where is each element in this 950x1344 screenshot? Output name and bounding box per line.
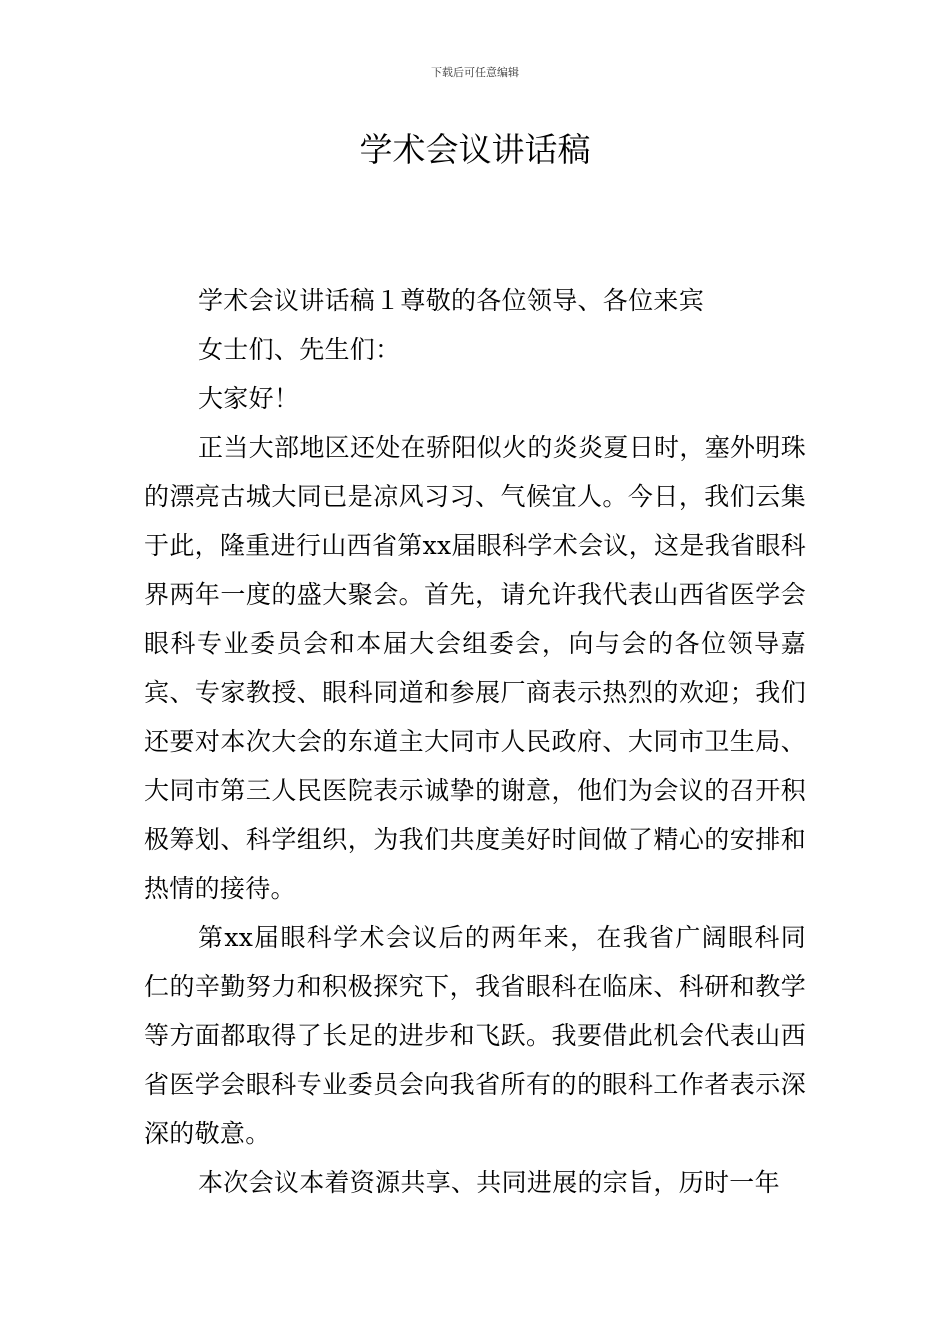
paragraph-welcome: 正当大部地区还处在骄阳似火的炎炎夏日时，塞外明珠的漂亮古城大同已是凉风习习、气候宜人。今日，我们云集于此，隆重进行山西省第xx届眼科学术会议，这是我省眼科界两年一度的盛大聚会。首先，请允许我代表山西省医学会眼科专业委员会和本届大会组委会，向与会的各位领导嘉宾、专家教授、眼科同道和参展厂商表示热烈的欢迎；我们还要对本次大会的东道主大同市人民政府、大同市卫生局、大同市第三人民医院表示诚挚的谢意，他们为会议的召开积极筹划、科学组织，为我们共度美好时间做了精心的安排和热情的接待。 [144, 433, 806, 903]
document-title: 学术会议讲话稿 [359, 130, 591, 169]
paragraph-greeting: 大家好！ [198, 384, 300, 413]
document-body [144, 276, 806, 1207]
paragraph-meeting-purpose: 本次会议本着资源共享、共同进展的宗旨，历时一年 [198, 1168, 780, 1197]
paragraph-opening: 学术会议讲话稿１尊敬的各位领导、各位来宾 [198, 286, 705, 315]
paragraph-salutation: 女士们、先生们： [198, 335, 401, 364]
header-note: 下载后可任意编辑 [431, 66, 519, 79]
paragraph-progress: 第xx届眼科学术会议后的两年来，在我省广阔眼科同仁的辛勤努力和积极探究下，我省眼科在临床、科研和教学等方面都取得了长足的进步和飞跃。我要借此机会代表山西省医学会眼科专业委员会向我省所有的的眼科工作者表示深深的敬意。 [144, 923, 806, 1148]
